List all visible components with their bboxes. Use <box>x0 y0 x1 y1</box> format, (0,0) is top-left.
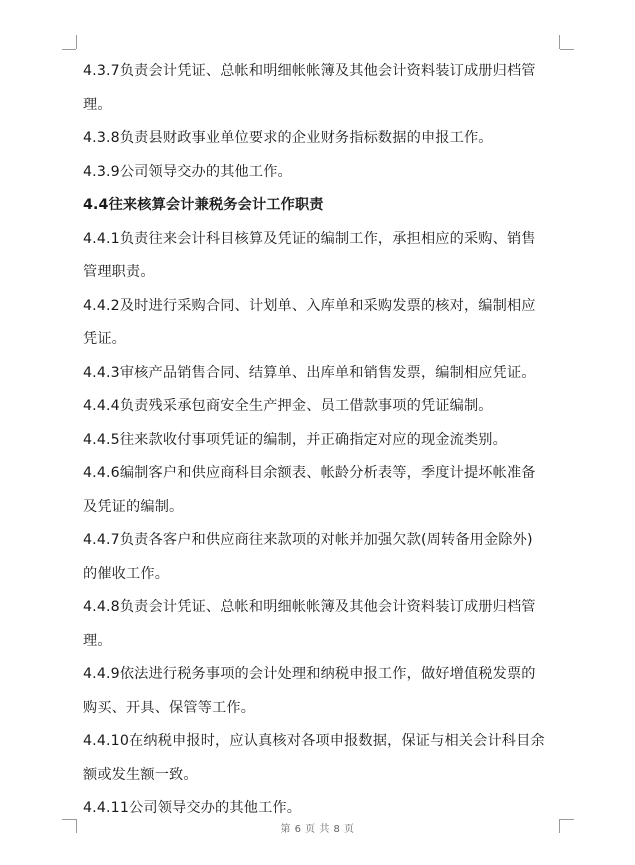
paragraph-line: 管理职责。 <box>83 264 155 280</box>
page-footer: 第 6 页 共 8 页 <box>280 824 355 835</box>
paragraph-line: 及凭证的编制。 <box>83 498 184 515</box>
paragraph-line: 额或发生额一致。 <box>83 766 198 783</box>
paragraph-line: 4.4.7负责各客户和供应商往来款项的对帐并加强欠款(周转备用金除外) <box>83 532 533 548</box>
paragraph-line: 凭证。 <box>83 331 127 347</box>
crop-mark <box>560 49 574 50</box>
paragraph-line: 4.4.4负责残采承包商安全生产押金、员工借款事项的凭证编制。 <box>83 398 493 414</box>
crop-mark <box>62 49 76 50</box>
paragraph-line: 4.3.7负责会计凭证、总帐和明细帐帐簿及其他会计资料装订成册归档管 <box>83 63 536 79</box>
paragraph-line: 4.3.8负责县财政事业单位要求的企业财务指标数据的申报工作。 <box>83 130 493 146</box>
paragraph-line: 4.4.5往来款收付事项凭证的编制，并正确指定对应的现金流类别。 <box>83 431 507 448</box>
paragraph-line: 4.4.3审核产品销售合同、结算单、出库单和销售发票，编制相应凭证。 <box>83 364 536 381</box>
paragraph-line: 理。 <box>83 632 112 649</box>
paragraph-line: 4.4.11公司领导交办的其他工作。 <box>83 800 302 816</box>
paragraph-line: 4.4.1负责往来会计科目核算及凭证的编制工作，承担相应的采购、销售 <box>83 230 536 247</box>
paragraph-line: 4.4.10在纳税申报时，应认真核对各项申报数据，保证与相关会计科目余 <box>83 733 545 749</box>
paragraph-line: 的催收工作。 <box>83 565 170 582</box>
crop-mark <box>76 35 77 49</box>
paragraph-line: 购买、开具、保管等工作。 <box>83 699 256 716</box>
paragraph-line: 4.4.9依法进行税务事项的会计处理和纳税申报工作，做好增值税发票的 <box>83 666 536 682</box>
paragraph-line: 理。 <box>83 96 112 113</box>
paragraph-line: 4.4.2及时进行采购合同、计划单、入库单和采购发票的核对，编制相应 <box>83 297 536 314</box>
crop-mark <box>559 35 560 49</box>
section-heading: 4.4往来核算会计兼税务会计工作职责 <box>83 197 324 213</box>
paragraph-line: 4.3.9公司领导交办的其他工作。 <box>83 163 292 180</box>
paragraph-line: 4.4.6编制客户和供应商科目余额表、帐龄分析表等，季度计提坏帐准备 <box>83 465 536 481</box>
document-body <box>83 55 563 826</box>
paragraph-line: 4.4.8负责会计凭证、总帐和明细帐帐簿及其他会计资料装订成册归档管 <box>83 599 536 615</box>
